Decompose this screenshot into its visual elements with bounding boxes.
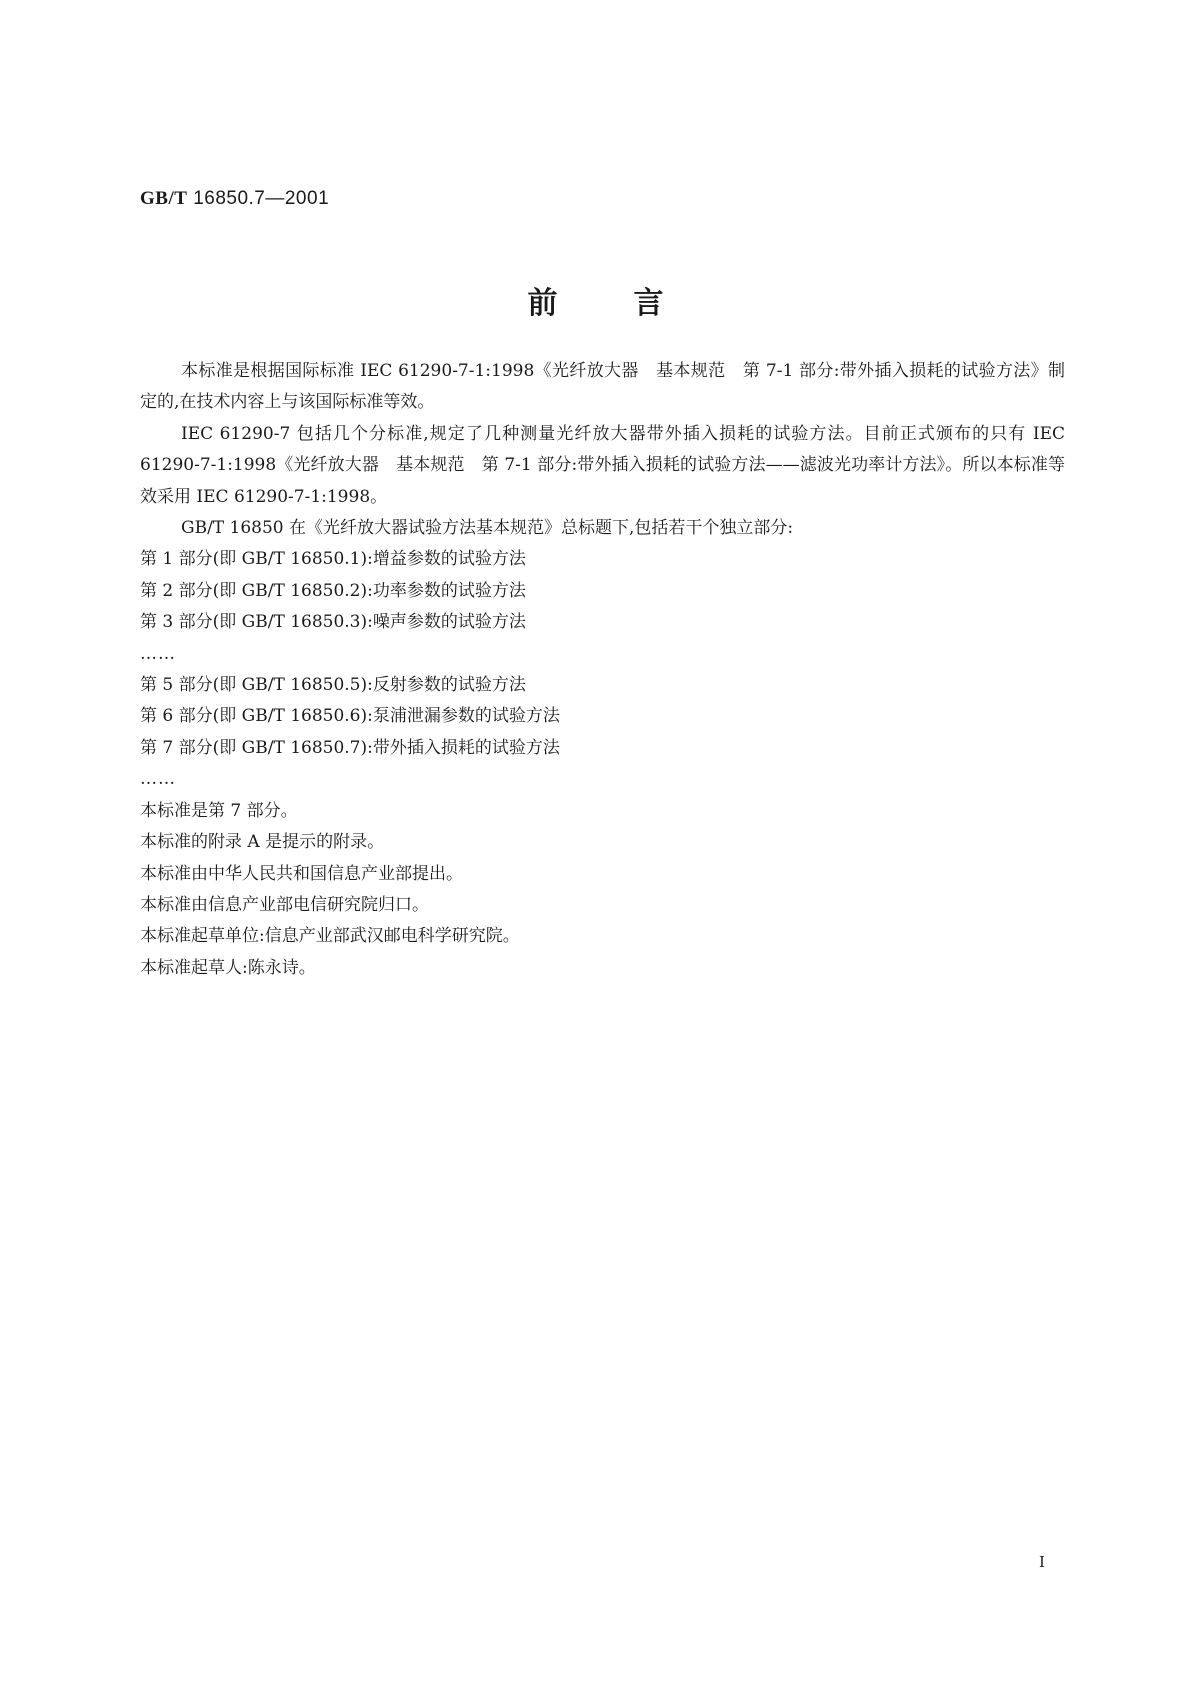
statement-appendix: 本标准的附录 A 是提示的附录。	[140, 832, 385, 853]
statement-drafter: 本标准起草人:陈永诗。	[140, 957, 316, 978]
statements-list	[140, 796, 1065, 984]
foreword-body	[140, 356, 1065, 984]
part-item-7: 第 7 部分(即 GB/T 16850.7):带外插入损耗的试验方法	[140, 737, 560, 758]
statement-proposer: 本标准由中华人民共和国信息产业部提出。	[140, 863, 463, 884]
page-title: 前言	[527, 286, 740, 321]
part-item-2: 第 2 部分(即 GB/T 16850.2):功率参数的试验方法	[140, 580, 526, 601]
paragraph-3: GB/T 16850 在《光纤放大器试验方法基本规范》总标题下,包括若干个独立部分:	[181, 518, 794, 539]
paragraph-2: IEC 61290-7 包括几个分标准,规定了几种测量光纤放大器带外插入损耗的试验方法。目前正式颁布的只有 IEC 61290-7-1:1998《光纤放大器 基本规范 第 7-1 部分:带外插入损耗的试验方法——滤波光功率计方法》。所以本标准等效采用 IEC 61290-7-1:1998。	[140, 423, 1065, 507]
part-item-1: 第 1 部分(即 GB/T 16850.1):增益参数的试验方法	[140, 549, 526, 570]
part-item-3: 第 3 部分(即 GB/T 16850.3):噪声参数的试验方法	[140, 612, 526, 633]
standard-prefix: GB/T	[140, 188, 188, 209]
part-item-6: 第 6 部分(即 GB/T 16850.6):泵浦泄漏参数的试验方法	[140, 706, 560, 727]
part-item-5: 第 5 部分(即 GB/T 16850.5):反射参数的试验方法	[140, 675, 526, 696]
parts-list	[140, 544, 1065, 795]
paragraph-1: 本标准是根据国际标准 IEC 61290-7-1:1998《光纤放大器 基本规范 第 7-1 部分:带外插入损耗的试验方法》制定的,在技术内容上与该国际标准等效。	[140, 361, 1065, 413]
parts-ellipsis-2: ……	[140, 769, 176, 790]
statement-drafting-unit: 本标准起草单位:信息产业部武汉邮电科学研究院。	[140, 926, 520, 947]
parts-ellipsis-1: ……	[140, 643, 176, 664]
standard-code	[140, 188, 329, 210]
statement-part-number: 本标准是第 7 部分。	[140, 800, 298, 821]
statement-administration: 本标准由信息产业部电信研究院归口。	[140, 894, 429, 915]
page-number: I	[1039, 1553, 1045, 1571]
standard-number: 16850.7—2001	[193, 188, 330, 209]
